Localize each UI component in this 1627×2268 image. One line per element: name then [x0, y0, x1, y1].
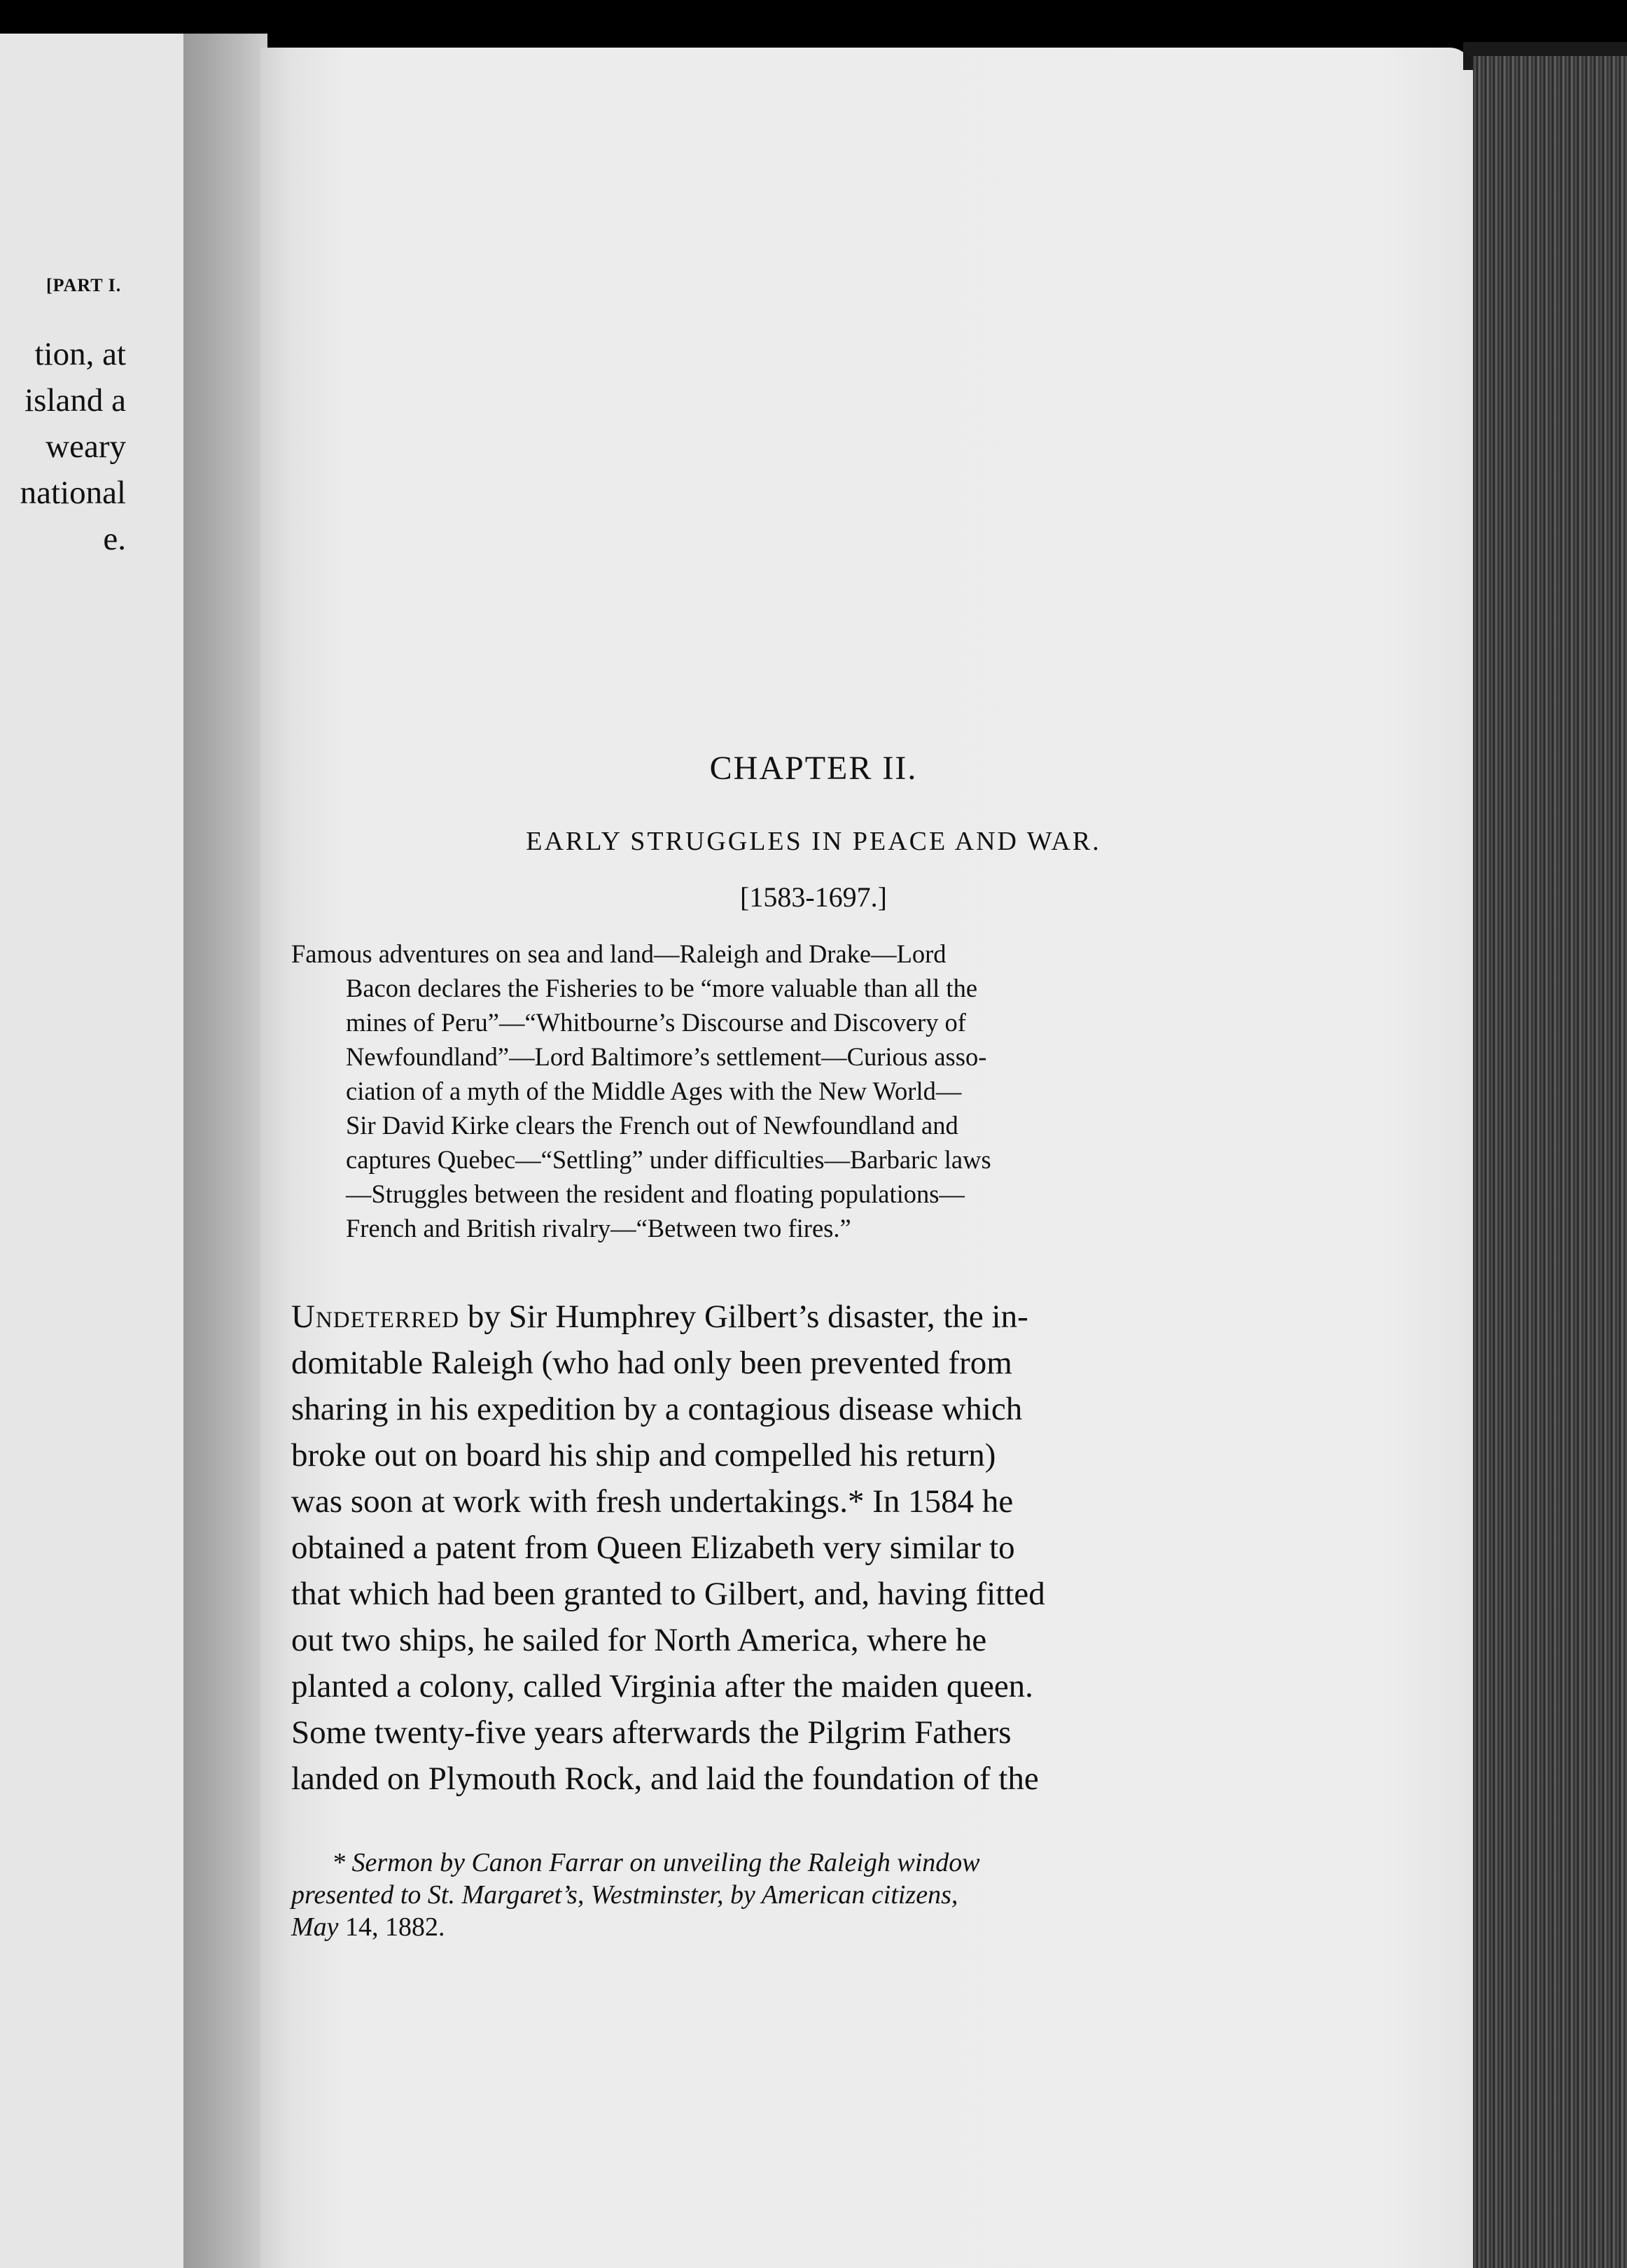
body-line: domitable Raleigh (who had only been prevented from	[291, 1345, 1012, 1381]
body-line: out two ships, he sailed for North America, where he	[291, 1622, 987, 1658]
synopsis-line: Newfoundland”—Lord Baltimore’s settlement—Curious asso-	[346, 1042, 987, 1071]
left-line: e.	[103, 521, 126, 557]
synopsis-line: —Struggles between the resident and floating populations—	[346, 1180, 965, 1208]
left-line: national	[20, 475, 126, 511]
body-line: sharing in his expedition by a contagious disease which	[291, 1391, 1023, 1427]
synopsis-line: Bacon declares the Fisheries to be “more valuable than all the	[346, 974, 978, 1002]
chapter-subtitle: EARLY STRUGGLES IN PEACE AND WAR.	[526, 827, 1101, 856]
body-line: planted a colony, called Virginia after the maiden queen.	[291, 1668, 1033, 1704]
footnote-month: May	[291, 1912, 339, 1942]
footnote	[291, 1847, 1215, 1943]
opening-word: Undeterred	[291, 1298, 460, 1335]
footnote-line: presented to St. Margaret’s, Westminster, by American citizens,	[291, 1880, 958, 1910]
body-line: that which had been granted to Gilbert, and, having fitted	[291, 1576, 1045, 1612]
body-line: Some twenty-five years afterwards the Pilgrim Fathers	[291, 1714, 1012, 1751]
left-running-header: [PART I.	[46, 275, 122, 295]
first-line-rest: by Sir Humphrey Gilbert’s disaster, the in-	[459, 1298, 1028, 1335]
synopsis-line: captures Quebec—“Settling” under difficulties—Barbaric laws	[346, 1145, 991, 1174]
book-page-edges	[1473, 56, 1627, 2268]
body-text	[291, 1294, 1215, 1802]
synopsis-line: Sir David Kirke clears the French out of Newfoundland and	[346, 1111, 958, 1140]
chapter-dates: [1583-1697.]	[740, 881, 887, 913]
body-line: obtained a patent from Queen Elizabeth very similar to	[291, 1530, 1015, 1566]
synopsis-line: French and British rivalry—“Between two fires.”	[346, 1214, 851, 1242]
synopsis-line: Famous adventures on sea and land—Raleigh and Drake—Lord	[291, 939, 947, 968]
footnote-line	[291, 1911, 1215, 1943]
footnote-date: 14, 1882.	[338, 1912, 445, 1942]
body-line: broke out on board his ship and compelled his return)	[291, 1437, 996, 1474]
body-line	[291, 1294, 1215, 1340]
left-line: island a	[25, 382, 126, 419]
chapter-synopsis	[291, 937, 1215, 1245]
footnote-line: * Sermon by Canon Farrar on unveiling the Raleigh window	[332, 1848, 980, 1877]
left-facing-page	[0, 34, 183, 2268]
left-line: weary	[46, 428, 126, 465]
synopsis-line: mines of Peru”—“Whitbourne’s Discourse and Discovery of	[346, 1008, 966, 1037]
chapter-title: CHAPTER II.	[709, 750, 918, 787]
body-line: landed on Plymouth Rock, and laid the foundation of the	[291, 1760, 1039, 1797]
book-gutter-shadow	[183, 34, 267, 2268]
body-line: was soon at work with fresh undertakings.* In 1584 he	[291, 1483, 1014, 1520]
synopsis-line: ciation of a myth of the Middle Ages with the New World—	[346, 1077, 962, 1105]
left-line: tion, at	[34, 336, 126, 372]
left-page-text	[0, 331, 126, 562]
